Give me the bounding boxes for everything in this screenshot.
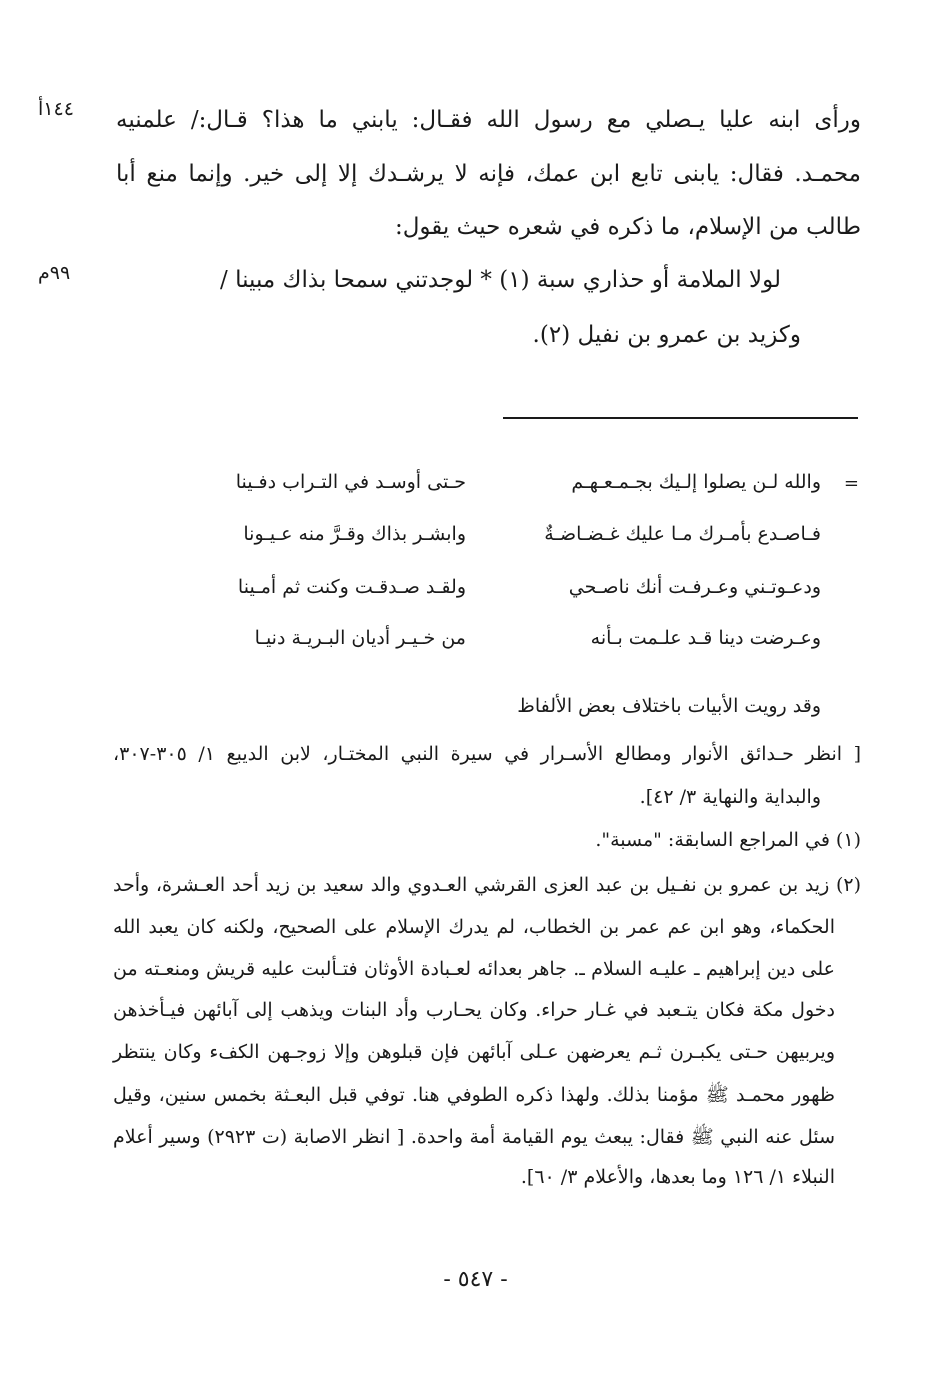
continuation-marker: = bbox=[843, 473, 859, 494]
poem-first-hemistich: والله لـن يصلوا إلـيك بجـمـعـهـم bbox=[571, 471, 821, 493]
poem-first-hemistich: ودعـوتـني وعـرفـت أنك ناصـحي bbox=[568, 576, 821, 598]
footnote-reference-line: والبداية والنهاية ٣/ ٤٢]. bbox=[639, 786, 821, 808]
footnote-variant-note: وقد رويت الأبيات باختلاف بعض الألفاظ bbox=[517, 695, 821, 717]
footnote-1: (١) في المراجع السابقة: "مسبة". bbox=[595, 829, 861, 851]
footnote-separator bbox=[503, 417, 858, 419]
footnote-reference-line: [ انظر حـدائق الأنوار ومطالع الأسـرار في سيرة النبي المختـار، لابن الديبع ١/ ٣٠٥-٣٠٧، bbox=[113, 743, 861, 765]
poem-second-hemistich: ولقـد صـدقـت وكنت ثم أمـينا bbox=[237, 576, 466, 598]
footnote-2-line: دخول مكة فكان يتـعبد في غـار حراء. وكان يحـارب وأد البنات ويذهب إلى آبائهن فيـأخذهن bbox=[113, 999, 835, 1021]
poem-second-hemistich: وابشـر بذاك وقـرَّ منه عـيـونا bbox=[243, 523, 466, 545]
poem-first-hemistich: فـاصـدع بأمـرك مـا عليك غـضـاضـةٌ bbox=[544, 523, 821, 545]
footnote-2-line: على دين إبراهيم ـ عليـه السلام ـ. جاهر بعدائه لعـبادة الأوثان فتـألبت عليه قريش ومنعـته من bbox=[113, 958, 835, 980]
footnote-2-line: النبلاء ١/ ١٢٦ وما بعدها، والأعلام ٣/ ٦٠]. bbox=[520, 1166, 835, 1188]
page-number: - ٥٤٧ - bbox=[443, 1267, 508, 1292]
main-text-line: محمـد. فقال: يابنى تابع ابن عمك، فإنه لا يرشـدك إلا إلى خير. وإنما منع أبا bbox=[116, 161, 861, 187]
footnote-2-line: (٢) زيد بن عمرو بن نفـيل بن عبد العزى القرشي العـدوي والد سعيد بن زيد أحد العـشرة، وأحد bbox=[113, 874, 861, 896]
poem-second-hemistich: حـتى أوسـد في التـراب دفـينا bbox=[235, 471, 466, 493]
folio-note-99m: ٩٩م bbox=[38, 262, 71, 284]
folio-note-144a: ١٤٤أ bbox=[38, 98, 74, 120]
footnote-2-line: ظهور محمـد ﷺ مؤمنا بذلك. ولهذا ذكره الطوفي هنا. توفي قبل البعـثة بخمس سنين، وقيل bbox=[113, 1084, 835, 1106]
footnote-2-line: سئل عنه النبي ﷺ فقال: يبعث يوم القيامة أمة واحدة. [ انظر الاصابة (ت ٢٩٢٣) وسير أعلام bbox=[113, 1126, 835, 1148]
main-text-line: طالب من الإسلام، ما ذكره في شعره حيث يقول: bbox=[394, 214, 861, 240]
footnote-2-line: الحكماء، وهو ابن عم عمر بن الخطاب، لم يدرك الإسلام على الصحيح، ولكنه كان يعبد الله bbox=[113, 916, 835, 938]
poem-first-hemistich: وعـرضت دينا قـد علـمت بـأنه bbox=[590, 627, 821, 649]
main-verse: وكزيد بن عمرو بن نفيل (٢). bbox=[532, 322, 801, 348]
main-text-line: ورأى ابنه عليا يـصلي مع رسول الله فقـال: يابني ما هذا؟ قـال:/ علمنيه bbox=[116, 107, 861, 133]
footnote-2-line: ويربيهن حـتى يكبـرن ثـم يعرضهن عـلى آبائهن فإن قبلوهن وإلا زوجـهن الكفء وكان ينتظر bbox=[113, 1041, 836, 1063]
poem-second-hemistich: من خـيـر أديان البـريـة دنيـا bbox=[254, 627, 466, 649]
main-verse: لولا الملامة أو حذاري سبة (١) * لوجدتني سمحا بذاك مبينا / bbox=[220, 267, 781, 293]
